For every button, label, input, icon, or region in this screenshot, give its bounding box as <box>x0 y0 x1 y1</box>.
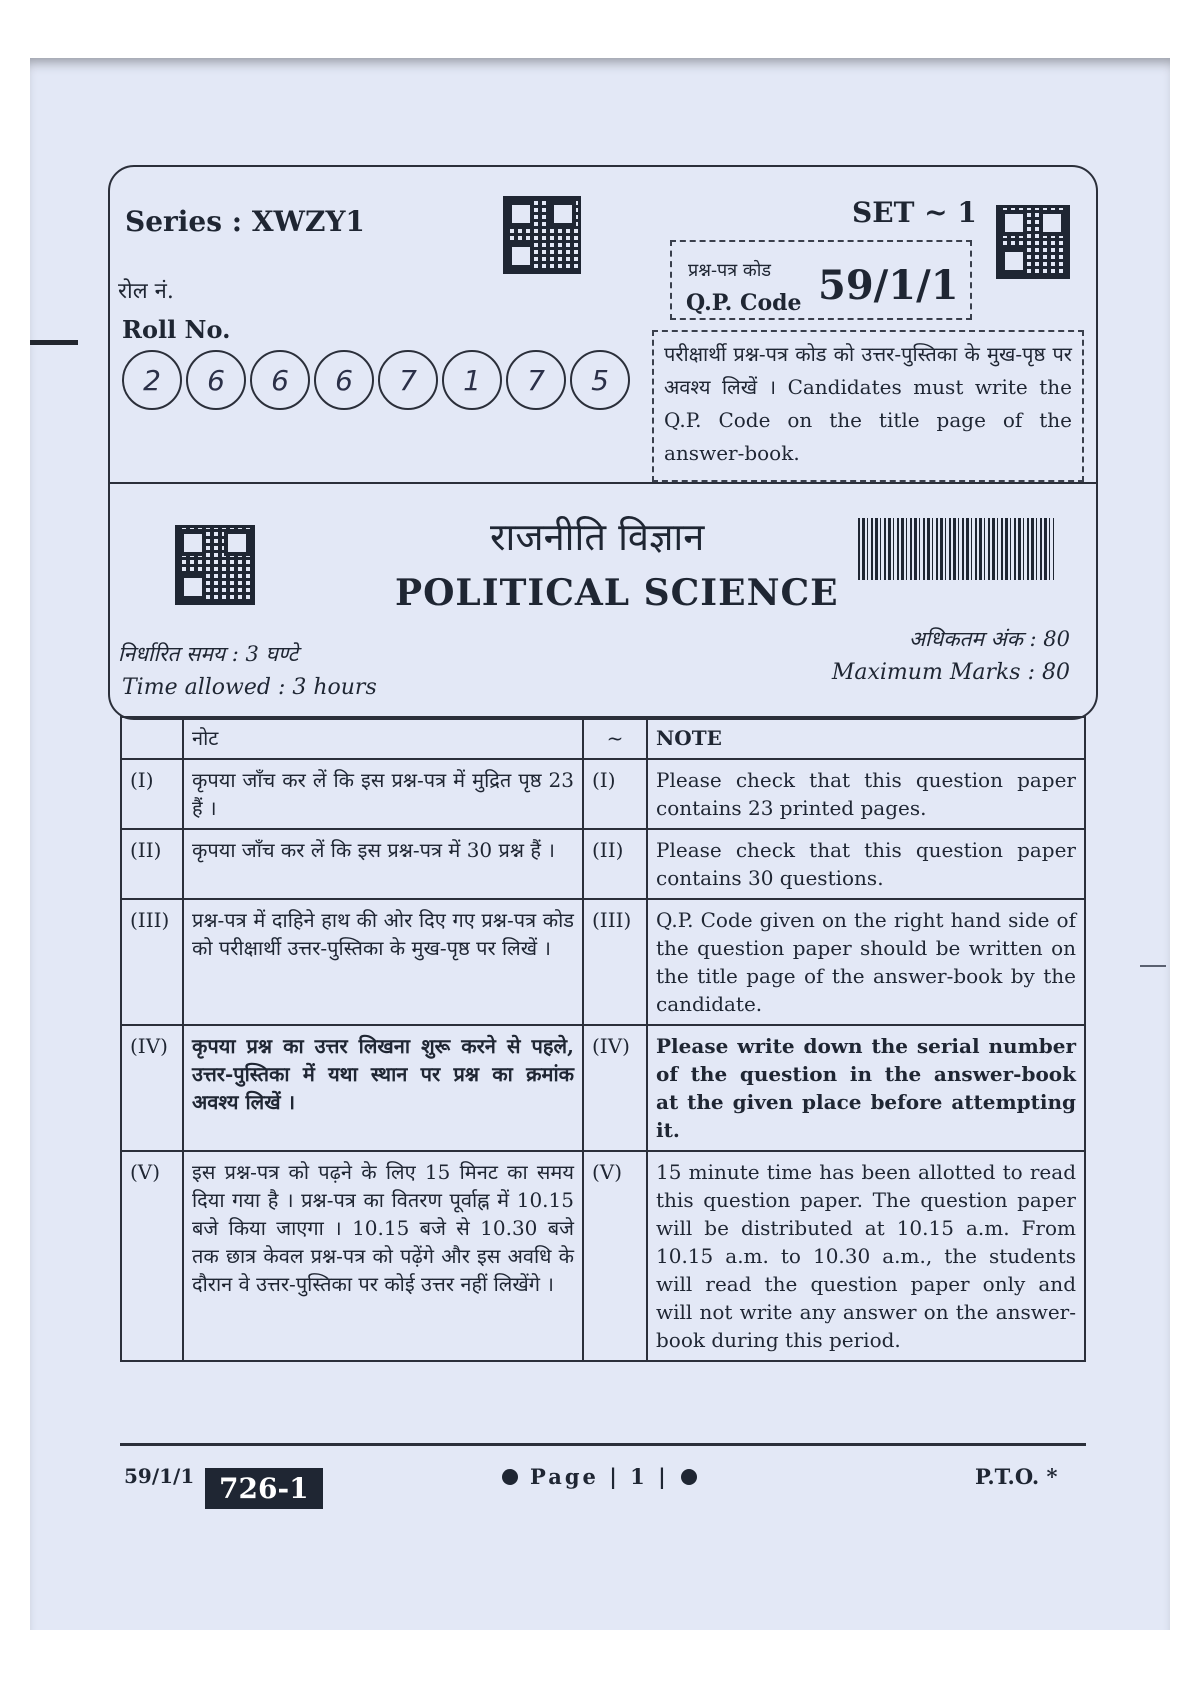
row-number: (V) <box>121 1151 183 1361</box>
page-label: Page | 1 | <box>530 1464 669 1489</box>
set-label: SET ~ 1 <box>852 196 977 229</box>
margin-mark <box>30 340 78 345</box>
footer-code: 59/1/1 <box>124 1464 195 1488</box>
row-number: (I) <box>121 759 183 829</box>
bullet-icon <box>681 1469 697 1485</box>
notes-table <box>120 716 1086 1362</box>
barcode-icon <box>858 518 1054 580</box>
subject-title-english: POLITICAL SCIENCE <box>395 572 839 614</box>
roll-digit: 5 <box>570 350 630 410</box>
qr-code-icon <box>996 205 1070 279</box>
row-number: (III) <box>583 899 647 1025</box>
note-hindi: इस प्रश्न-पत्र को पढ़ने के लिए 15 मिनट का समय दिया गया है । प्रश्न-पत्र का वितरण पूर्वाह्न में 10.15 बजे किया जाएगा । 10.15 बजे से 10.30 बजे तक छात्र केवल प्रश्न-पत्र को पढ़ेंगे और इस अवधि के दौरान वे उत्तर-पुस्तिका पर कोई उत्तर नहीं लिखेंगे । <box>183 1151 583 1361</box>
note-english: Please check that this question paper contains 23 printed pages. <box>647 759 1085 829</box>
header-divider <box>108 482 1098 484</box>
page-number <box>490 1464 709 1489</box>
qp-label-hindi: प्रश्न-पत्र कोड <box>688 260 772 281</box>
notes-header-english: NOTE <box>647 717 1085 759</box>
max-marks-hindi: अधिकतम अंक : 80 <box>908 627 1070 651</box>
row-number: (V) <box>583 1151 647 1361</box>
footer-box-code: 726-1 <box>205 1468 323 1509</box>
note-english: 15 minute time has been allotted to read this question paper. The question paper will be distributed at 10.15 a.m. From 10.15 a.m. to 10.30 a.m., the students will read the question paper only and will not write any answer on the answer-book during this period. <box>647 1151 1085 1361</box>
series-label: Series : XWZY1 <box>125 205 365 238</box>
roll-label-english: Roll No. <box>122 315 231 344</box>
table-header-row <box>121 717 1085 759</box>
max-marks-english: Maximum Marks : 80 <box>831 660 1070 685</box>
table-row <box>121 1025 1085 1151</box>
note-hindi: प्रश्न-पत्र में दाहिने हाथ की ओर दिए गए प्रश्न-पत्र कोड को परीक्षार्थी उत्तर-पुस्तिका के मुख-पृष्ठ पर लिखें । <box>183 899 583 1025</box>
note-hindi: कृपया जाँच कर लें कि इस प्रश्न-पत्र में मुद्रित पृष्ठ 23 हैं । <box>183 759 583 829</box>
row-number: (II) <box>121 829 183 899</box>
roll-digit: 7 <box>506 350 566 410</box>
qr-code-icon <box>175 525 255 605</box>
roll-digit: 6 <box>250 350 310 410</box>
notes-header-sep: ~ <box>583 717 647 759</box>
qp-instruction-box: परीक्षार्थी प्रश्न-पत्र कोड को उत्तर-पुस्तिका के मुख-पृष्ठ पर अवश्य लिखें । Candidates must write the Q.P. Code on the title page of the answer-book. <box>652 330 1084 482</box>
table-cell <box>121 717 183 759</box>
footer-rule <box>120 1443 1086 1446</box>
qr-code-icon <box>503 196 581 274</box>
table-row <box>121 1151 1085 1361</box>
roll-digit: 2 <box>122 350 182 410</box>
note-english: Please check that this question paper contains 30 questions. <box>647 829 1085 899</box>
pto-label: P.T.O. * <box>975 1464 1058 1489</box>
roll-digit: 6 <box>186 350 246 410</box>
table-row <box>121 899 1085 1025</box>
roll-label-hindi: रोल नं. <box>118 279 174 304</box>
table-row <box>121 829 1085 899</box>
note-hindi: कृपया जाँच कर लें कि इस प्रश्न-पत्र में 30 प्रश्न हैं । <box>183 829 583 899</box>
row-number: (IV) <box>121 1025 183 1151</box>
roll-digit: 6 <box>314 350 374 410</box>
note-hindi: कृपया प्रश्न का उत्तर लिखना शुरू करने से पहले, उत्तर-पुस्तिका में यथा स्थान पर प्रश्न का क्रमांक अवश्य लिखें । <box>183 1025 583 1151</box>
time-allowed-hindi: निर्धारित समय : 3 घण्टे <box>118 642 299 666</box>
row-number: (II) <box>583 829 647 899</box>
table-row <box>121 759 1085 829</box>
time-allowed-english: Time allowed : 3 hours <box>122 675 377 700</box>
roll-number-boxes <box>122 350 634 410</box>
qp-code-value: 59/1/1 <box>818 262 959 309</box>
note-english: Q.P. Code given on the right hand side of the question paper should be written on the title page of the answer-book by the candidate. <box>647 899 1085 1025</box>
row-number: (III) <box>121 899 183 1025</box>
row-number: (I) <box>583 759 647 829</box>
roll-digit: 7 <box>378 350 438 410</box>
subject-title-hindi: राजनीति विज्ञान <box>490 515 705 559</box>
margin-mark-right <box>1140 965 1166 967</box>
roll-digit: 1 <box>442 350 502 410</box>
notes-header-hindi: नोट <box>183 717 583 759</box>
bullet-icon <box>502 1469 518 1485</box>
note-english: Please write down the serial number of the question in the answer-book at the given place before attempting it. <box>647 1025 1085 1151</box>
row-number: (IV) <box>583 1025 647 1151</box>
qp-label-english: Q.P. Code <box>686 290 802 316</box>
